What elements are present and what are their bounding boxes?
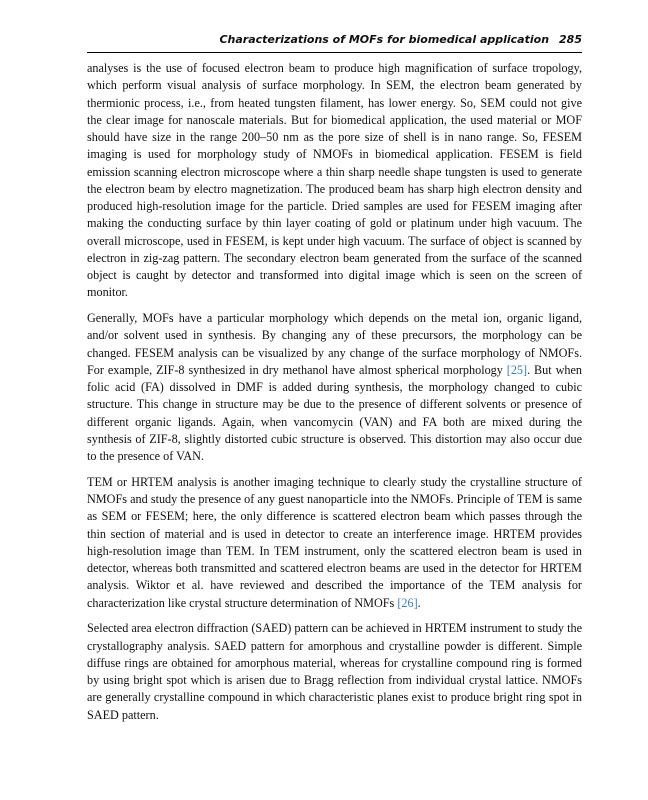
paragraph-tem-hrtem [87, 474, 582, 612]
citation-link-25[interactable]: [25] [506, 362, 528, 377]
citation-link-26[interactable]: [26] [397, 595, 418, 610]
paragraph-text: . [417, 595, 421, 610]
body-text [87, 60, 582, 732]
running-header [87, 32, 582, 53]
paragraph-text: . But when folic acid (FA) dissolved in DMF is added during synthesis, the morphology changed to cubic structure. This change in structure may be due to the presence of different solvents or presence of different organic ligands. Again, when vancomycin (VAN) and FA both are mixed during the synthesis of ZIF-8, slightly distorted cubic structure is observed. This distortion may also occur due to the presence of VAN. [87, 362, 582, 463]
running-title: Characterizations of MOFs for biomedical application [219, 33, 550, 46]
paragraph-sem-fesem: analyses is the use of focused electron beam to produce high magnification of surface tropology, which perform visual analysis of surface morphology. In SEM, the electron beam generated by thermionic process, i.e., from heated tungsten filament, has lower energy. So, SEM could not give the clear image for nanoscale materials. But for biomedical application, the used material or MOF should have size in the range 200–50 nm as the pore size of shell is in nano range. So, FESEM imaging is used for morphology study of NMOFs in biomedical application. FESEM is field emission scanning electron microscope where a thin sharp needle shape tungsten is used to generate the electron beam by electro magnetization. The produced beam has sharp high electron density and produced high-resolution image for the particle. Dried samples are used for FESEM imaging after making the conducting surface by thin layer coating of gold or platinum under high vacuum. The overall microscope, used in FESEM, is kept under high vacuum. The surface of object is scanned by electron in zig-zag pattern. The secondary electron beam generated from the surface of the scanned object is caught by detector and transformed into digital image which is seen on the screen of monitor. [87, 61, 582, 300]
paragraph-morphology [87, 310, 582, 465]
page-number: 285 [559, 33, 582, 46]
paragraph-text: Generally, MOFs have a particular morphology which depends on the metal ion, organic ligand, and/or solvent used in synthesis. By changing any of these precursors, the morphology can be changed. FESEM analysis can be visualized by any change of the surface morphology of NMOFs. For example, ZIF-8 synthesized in dry methanol have almost spherical morphology [87, 311, 582, 377]
paragraph-text: TEM or HRTEM analysis is another imaging technique to clearly study the crystalline structure of NMOFs and study the presence of any guest nanoparticle into the NMOFs. Principle of TEM is same as SEM or FESEM; here, the only difference is scattered electron beam which passes through the thin section of material and is used in detector to create an interference image. HRTEM provides high-resolution image than TEM. In TEM instrument, only the scattered electron beam is used in detector, whereas both transmitted and scattered electron beams are used in the detector for HRTEM analysis. Wiktor et al. have reviewed and described the importance of the TEM analysis for characterization like crystal structure determination of NMOFs [87, 474, 582, 610]
paragraph-saed: Selected area electron diffraction (SAED) pattern can be achieved in HRTEM instrument to study the crystallography analysis. SAED pattern for amorphous and crystalline powder is different. Simple diffuse rings are obtained for amorphous material, whereas for crystalline compound ring is formed by using bright spot which is arisen due to Bragg reflection from individual crystal lattice. NMOFs are generally crystalline compound in which characteristic planes exist to produce bright ring spot in SAED pattern. [87, 621, 582, 722]
